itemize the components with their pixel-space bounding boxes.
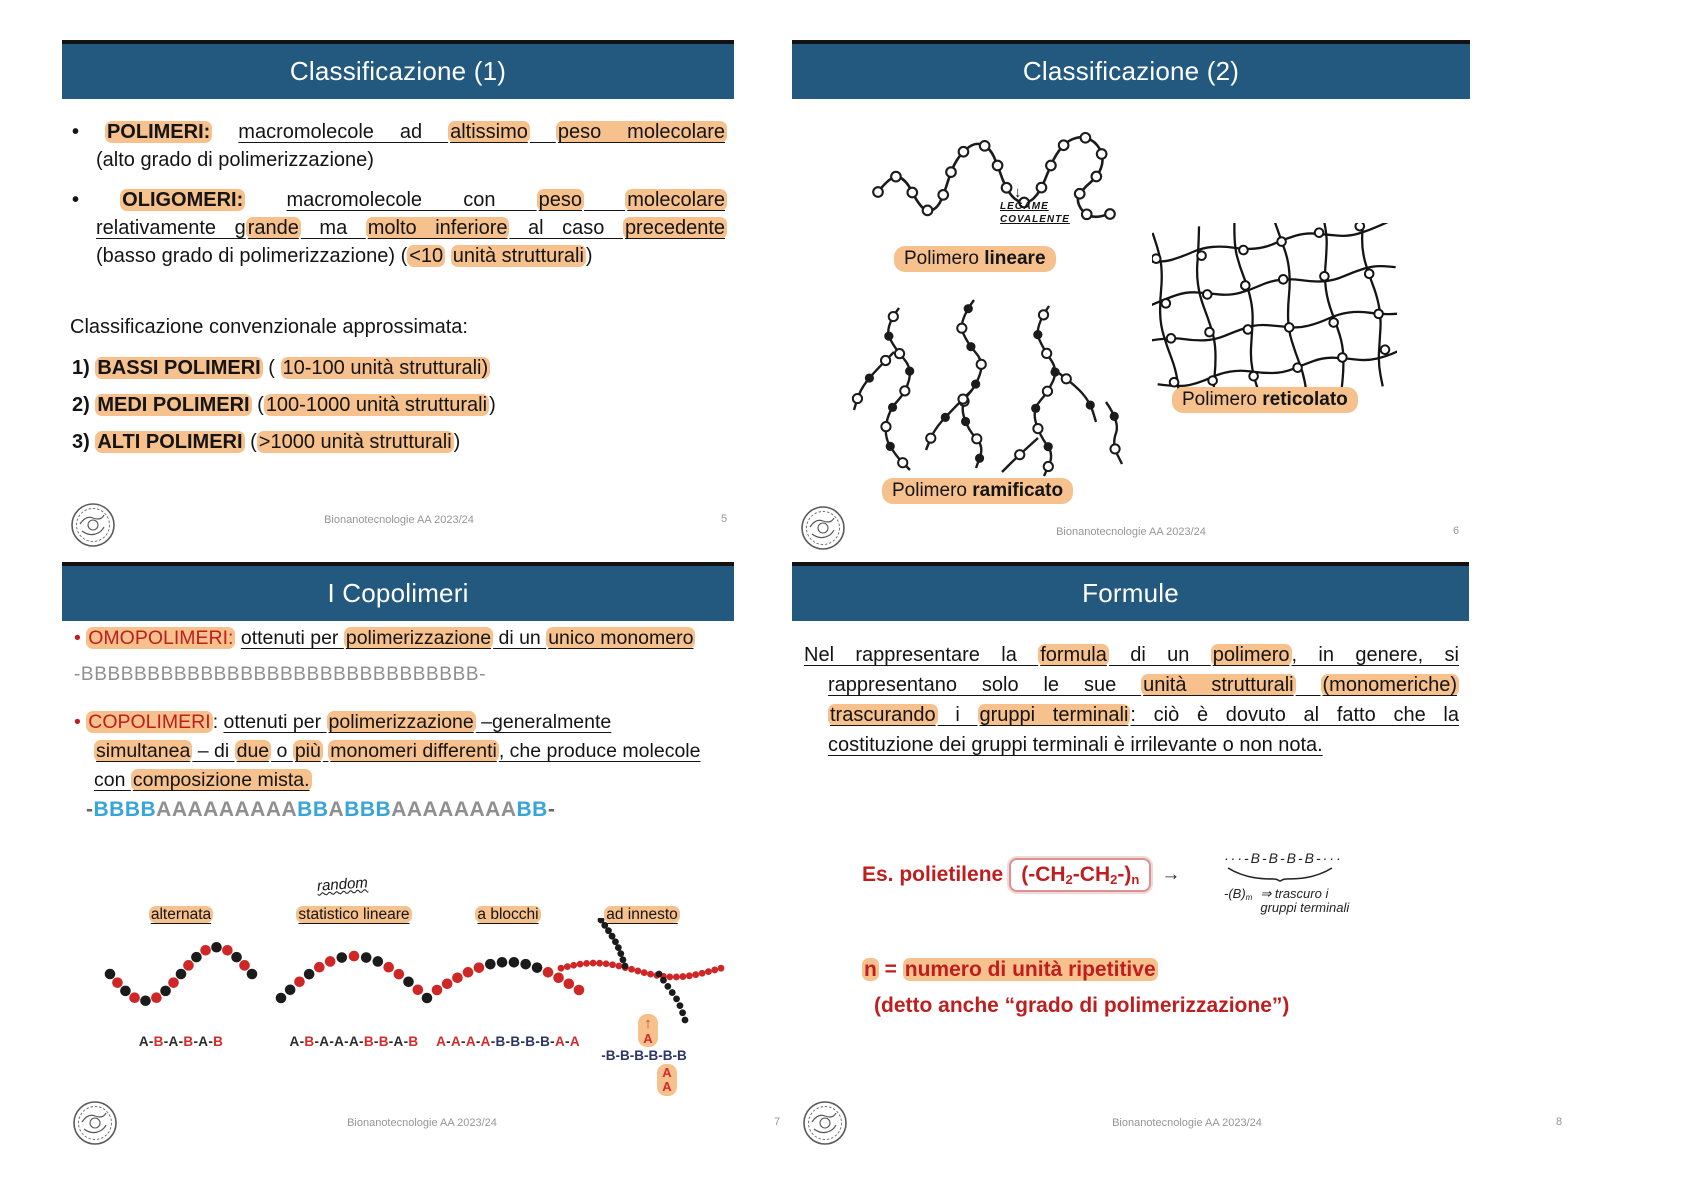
graft-copolymer-chain [557,918,727,1028]
graft-bottom-branch [657,1064,676,1095]
bullet-oligomeri: • OLIGOMERI: macromolecole con peso molecolare relativamente g rande ma molto inferiore al caso precedente (basso grado di polimerizzazione) ( <10 unità strutturali ) [72,189,726,267]
slide3-title-bar [62,562,734,621]
slide4-title-bar [792,562,1469,621]
right-arrow-icon: → [1161,864,1181,885]
copolymer-sequence: -BBBBAAAAAAAAABBABBBAAAAAAAABB- [86,798,556,821]
n-definition: n = numero di unità ripetitive [864,958,1156,981]
header-label: statistico lineare [298,906,410,923]
slide2-title-bar [792,40,1470,99]
footer-course: Bionanotecnologie AA 2023/24 [1056,526,1206,538]
formula-paragraph: Nel rappresentare la formula di un polimero , in genere, si rappresentano solo le sue unità strutturali (monomeriche) trascurando i gruppi terminali : ciò è dovuto al fatto che la costituzione dei gruppi terminali è irrilevante o non nota. [804,644,1459,756]
underbrace-icon [1224,866,1336,882]
alternating-copolymer-chain [96,924,266,1024]
slide3-title: I Copolimeri [327,578,469,608]
bullet-copolimeri: • COPOLIMERI : ottenuti per polimerizzazione –generalmente simultanea – di due o più monomeri differenti , che produce molecole con composizione mista. [74,711,701,791]
footer-page-number: 8 [1556,1116,1563,1128]
crosslinked-polymer-sketch [1152,223,1397,391]
handwritten-note [1260,887,1349,915]
header-label: alternata [150,906,212,923]
slide-classificazione-1 [62,40,736,558]
handwritten-chain: ···-B-B-B-B-··· [1224,850,1343,866]
sequence-label-statistico: A-B-A-A-A-B-B-A-B [289,1034,419,1049]
bullet-omopolimeri: • OMOPOLIMERI: ottenuti per polimerizzazione di un unico monomero -BBBBBBBBBBBBBBBBBBBBBBBBBBBBBB- [74,627,694,685]
graft-top-branch [638,1014,657,1047]
slide-formule [792,562,1582,1162]
covalent-bond-annotation [1000,186,1130,226]
slide-classificazione-2 [792,40,1470,560]
graft-backbone: -B-B-B-B-B-B [601,1048,687,1064]
footer-course: Bionanotecnologie AA 2023/24 [347,1117,497,1129]
polyethylene-formula: $(-CH_2-CH_2-)_n$ [1009,858,1151,892]
column-header-alternata [96,906,266,924]
handwritten-random-note: random [316,874,369,895]
branched-polymer-sketch [844,292,1134,484]
handwritten-terminal-groups-note [1224,850,1484,915]
note-line1: ⇒ trascuro i [1260,886,1329,901]
statistical-copolymer-chain [269,924,439,1024]
footer-course: Bionanotecnologie AA 2023/24 [1112,1117,1262,1129]
slide2-title: Classificazione (2) [1022,56,1240,86]
slide1-title: Classificazione (1) [289,56,507,86]
slide1-title-bar [62,40,734,99]
handwritten-bm: $-(B)_m$ [1224,886,1253,902]
bullet-polimeri: • POLIMERI: macromolecole ad altissimo peso molecolare (alto grado di polimerizzazione) [72,121,726,171]
header-label: ad innesto [606,906,678,923]
graft-a-top: A [643,1030,653,1046]
footer-page-number: 6 [1453,525,1460,537]
polyethylene-example [862,858,1190,892]
slide4-title: Formule [1082,578,1179,608]
label-polimero-ramificato: Polimero ramificato [882,478,1073,504]
slide-copolimeri [62,562,782,1162]
graft-a-mid: A [662,1065,672,1081]
note-line2: gruppi terminali [1260,900,1350,915]
classification-heading: Classificazione convenzionale approssimata: [70,316,468,338]
column-header-statistico [269,906,439,924]
footer-course: Bionanotecnologie AA 2023/24 [324,514,474,526]
sequence-label-a-blocchi: A-A-A-A-B-B-B-B-A-A [436,1034,580,1049]
up-arrow-icon: ↑ [644,1015,652,1032]
polymer-size-list: 1) BASSI POLIMERI ( 10-100 unità strutturali) 2) MEDI POLIMERI ( 100-1000 unità strutturali ) 3) ALTI POLIMERI ( >1000 unità strutturali ) [72,357,496,453]
degree-of-polymerization-note: (detto anche “grado di polimerizzazione”) [874,994,1290,1017]
header-label: a blocchi [477,906,539,923]
annotation-line1: LEGAME [1000,201,1049,212]
footer-page-number: 7 [774,1116,781,1128]
sequence-label-alternata: A-B-A-B-A-B [138,1034,224,1049]
footer-page-number: 5 [721,513,728,525]
down-arrow-icon: ↓ [1014,184,1022,201]
label-polimero-reticolato: Polimero reticolato [1172,387,1358,413]
graft-sequence-structure [559,1014,729,1096]
linear-polymer-sketch [872,112,1122,247]
label-polimero-lineare: Polimero lineare [894,246,1056,272]
graft-a-bot: A [662,1079,672,1095]
annotation-line2: COVALENTE [1000,214,1070,225]
example-label: Es. polietilene [862,863,1004,886]
